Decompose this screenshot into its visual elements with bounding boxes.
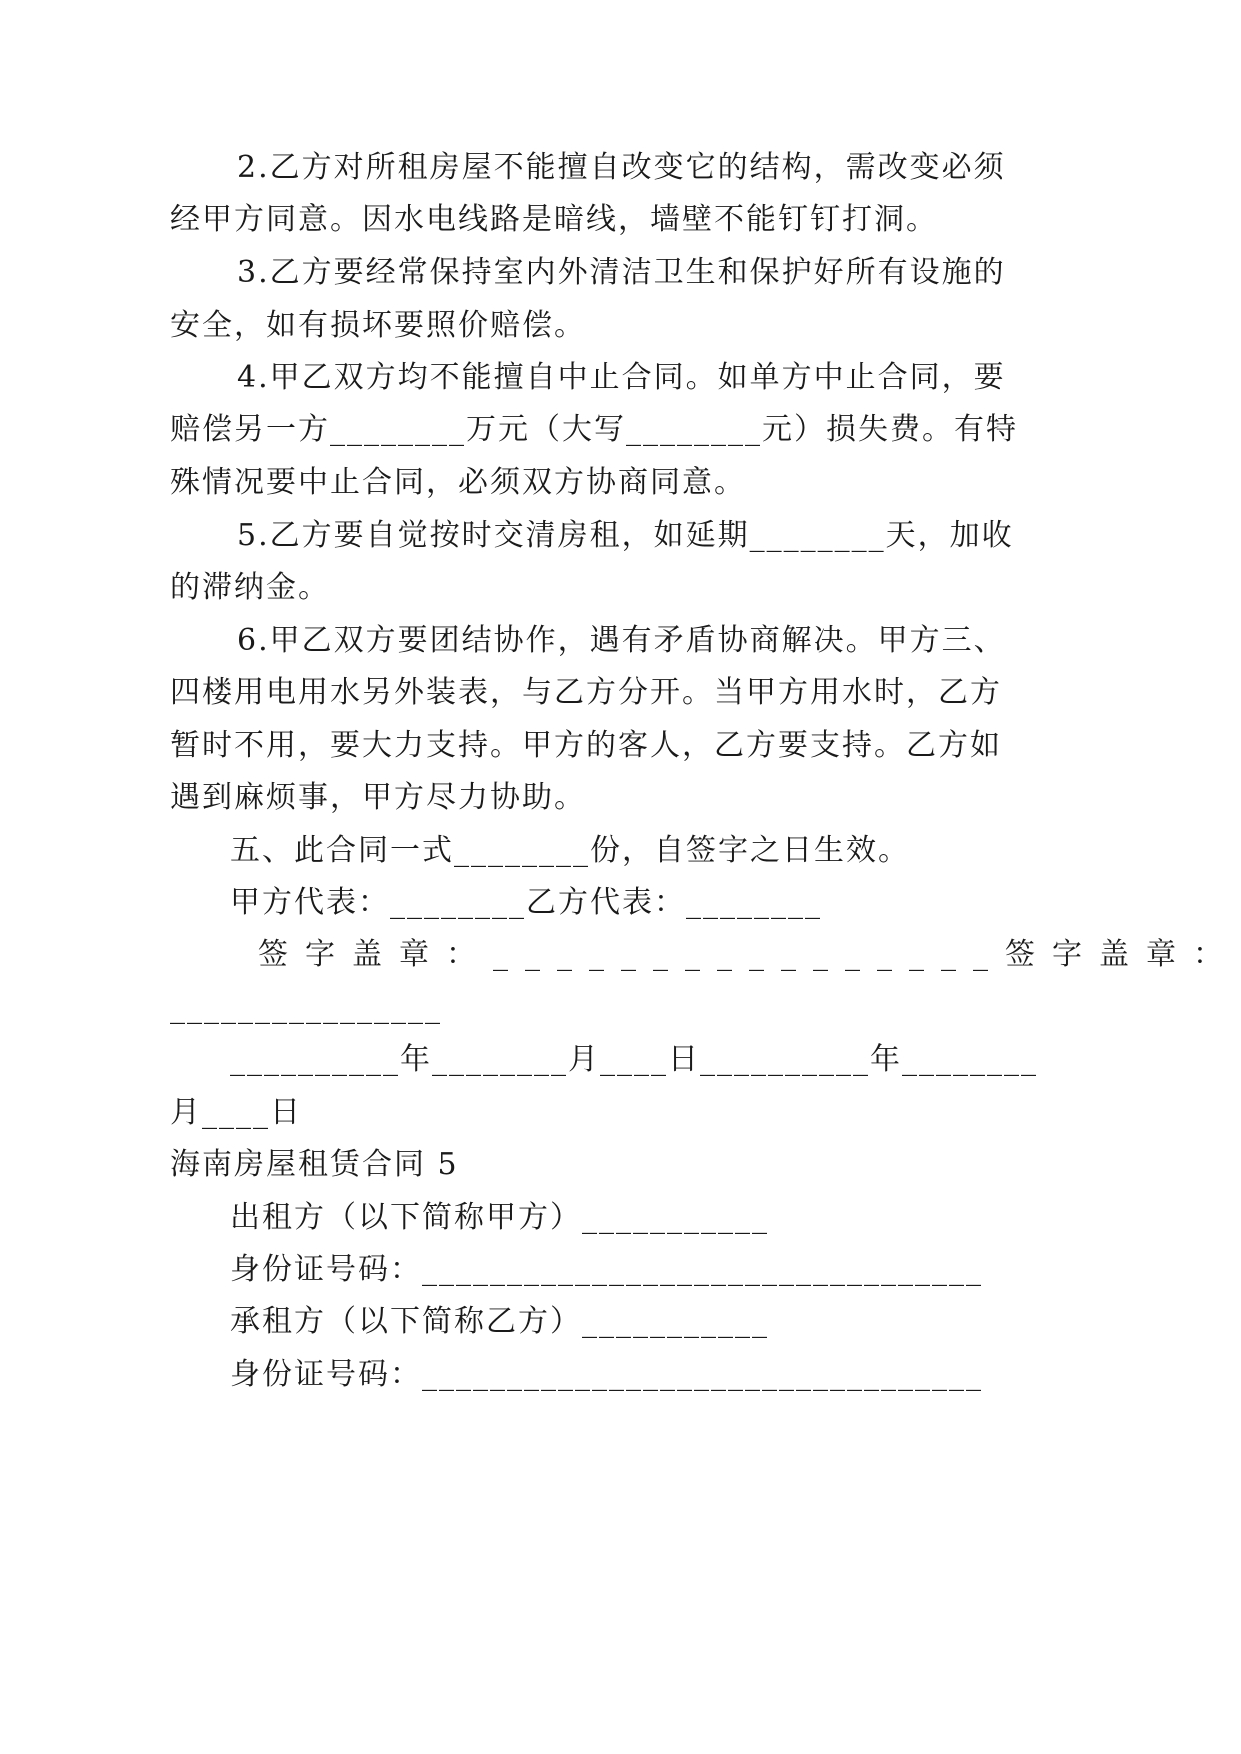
lessee-line: 承租方（以下简称乙方）___________ bbox=[230, 1304, 769, 1339]
clause-4-line-2: 赔偿另一方________万元（大写________元）损失费。有特 bbox=[170, 412, 1018, 447]
clause-6-line-2: 四楼用电用水另外装表，与乙方分开。当甲方用水时，乙方 bbox=[170, 675, 1002, 710]
date-line-2: 月____日 bbox=[170, 1095, 302, 1130]
representatives-line: 甲方代表：________乙方代表：________ bbox=[230, 885, 822, 920]
lessor-line: 出租方（以下简称甲方）___________ bbox=[230, 1200, 769, 1235]
signature-blank-line: ________________ bbox=[170, 990, 442, 1025]
clause-5-line-1: 5.乙方要自觉按时交清房租，如延期________天，加收 bbox=[237, 518, 1014, 553]
date-line-1: __________年________月____日__________年________ bbox=[230, 1042, 1038, 1077]
clause-6-line-4: 遇到麻烦事，甲方尽力协助。 bbox=[170, 780, 586, 815]
lessee-id-line: 身份证号码：_________________________________ bbox=[230, 1357, 983, 1392]
copies-clause: 五、此合同一式________份，自签字之日生效。 bbox=[230, 833, 910, 868]
contract-title: 海南房屋租赁合同 5 bbox=[170, 1147, 459, 1182]
clause-3-line-1: 3.乙方要经常保持室内外清洁卫生和保护好所有设施的 bbox=[237, 255, 1006, 290]
lessor-id-line: 身份证号码：_________________________________ bbox=[230, 1252, 983, 1287]
clause-6-line-1: 6.甲乙双方要团结协作，遇有矛盾协商解决。甲方三、 bbox=[237, 623, 1006, 658]
clause-4-line-3: 殊情况要中止合同，必须双方协商同意。 bbox=[170, 465, 746, 500]
signature-stamp-line: 签字盖章：________________签字盖章： bbox=[258, 937, 1240, 972]
clause-2-line-2: 经甲方同意。因水电线路是暗线，墙壁不能钉钉打洞。 bbox=[170, 202, 938, 237]
clause-5-line-2: 的滞纳金。 bbox=[170, 570, 330, 605]
clause-4-line-1: 4.甲乙双方均不能擅自中止合同。如单方中止合同，要 bbox=[237, 360, 1006, 395]
clause-3-line-2: 安全，如有损坏要照价赔偿。 bbox=[170, 308, 586, 343]
clause-2-line-1: 2.乙方对所租房屋不能擅自改变它的结构，需改变必须 bbox=[237, 150, 1006, 185]
clause-6-line-3: 暂时不用，要大力支持。甲方的客人，乙方要支持。乙方如 bbox=[170, 728, 1002, 763]
